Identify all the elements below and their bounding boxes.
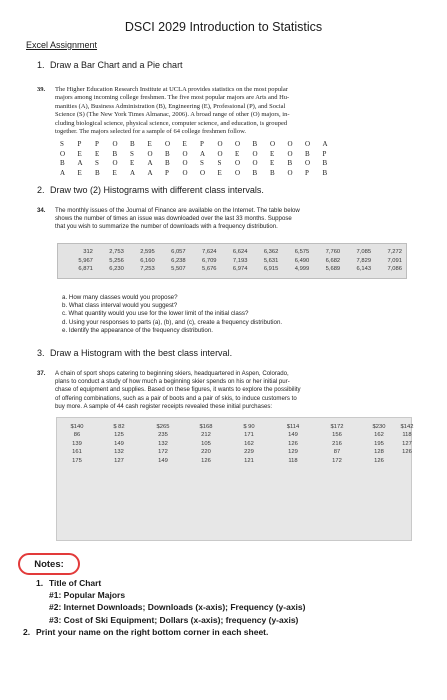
receipt-value: 156 (332, 432, 342, 439)
receipt-value: 235 (158, 432, 168, 439)
task-number: 3. (37, 348, 45, 358)
receipts-table (56, 417, 412, 541)
letter-cell: B (322, 168, 328, 177)
table-cell: 7,086 (387, 266, 402, 273)
question-c: c. What quantity would you use for the lower limit of the initial class? (62, 310, 249, 318)
letter-cell: O (287, 140, 293, 148)
task-text: Draw two (2) Histograms with different class intervals. (50, 185, 264, 195)
table-cell: 6,871 (78, 266, 93, 273)
task-2 (37, 185, 264, 195)
problem-line: that you wish to summarize the number of downloads with a frequency distribution. (55, 223, 278, 230)
question-d: d. Using your responses to parts (a), (b), and (c), create a frequency distribution. (62, 318, 283, 326)
table-cell: 6,230 (109, 266, 124, 273)
receipt-value: 172 (332, 457, 342, 464)
table-cell: 6,915 (263, 266, 279, 273)
problem-line: A chain of sport shops catering to beginning skiers, headquartered in Aspen, Colorado, (55, 370, 289, 377)
table-cell: 4,999 (294, 266, 310, 273)
letter-cell: A (130, 168, 136, 177)
receipt-value: $140 (70, 424, 84, 430)
letter-cell: O (235, 140, 241, 148)
receipt-value: 149 (114, 440, 124, 447)
receipt-value: 126 (288, 440, 298, 447)
letter-cell: O (252, 159, 258, 168)
letter-cell: S (60, 140, 64, 148)
problem-line: of offering combinations, such as a pair of boots and a pair of skis, to induce customers to (55, 394, 297, 402)
letter-cell: E (182, 140, 187, 148)
note-line: #1: Popular Majors (49, 590, 126, 601)
letter-cell: E (77, 168, 82, 177)
notes-label: Notes: (18, 553, 80, 575)
receipt-value: 162 (374, 432, 384, 439)
letter-cell: B (322, 159, 328, 168)
problem-line: plans to conduct a study of how much a beginning skier spends on his or her initial pur- (55, 378, 290, 386)
letter-cell: S (95, 159, 99, 168)
receipt-value: 125 (114, 432, 124, 439)
table-cell: 5,631 (263, 257, 279, 264)
problem-line: together. The majors selected for a sample of 64 college freshmen follow. (55, 128, 246, 136)
letter-cell: A (60, 168, 66, 177)
letter-row (60, 169, 340, 179)
majors-letter-grid (60, 140, 340, 178)
receipt-value: 149 (158, 457, 168, 464)
table-cell: 6,160 (140, 257, 155, 264)
letter-cell: S (130, 149, 134, 158)
receipt-value: $168 (199, 424, 213, 430)
letter-cell: A (77, 159, 83, 168)
receipt-value: 126 (201, 457, 211, 464)
table-cell: 5,689 (325, 266, 341, 273)
letter-cell: O (217, 140, 223, 148)
problem-34 (37, 207, 409, 231)
letter-cell: E (235, 149, 240, 158)
letter-cell: O (60, 149, 66, 158)
table-cell: 6,057 (171, 249, 186, 256)
letter-cell: E (77, 149, 82, 158)
receipt-value: 139 (72, 440, 82, 447)
problem-line: cluding biological science, physical science, computer science, and education, is grouped (55, 119, 288, 127)
receipts-column (149, 424, 177, 466)
problem-number: 34. (37, 207, 46, 214)
receipts-column (105, 424, 133, 466)
receipt-value: 86 (73, 432, 81, 439)
question-e: e. Identify the appearance of the frequency distribution. (62, 326, 214, 334)
note-number: 1. (36, 578, 44, 588)
letter-cell: B (287, 159, 293, 168)
problem-37 (37, 370, 409, 411)
letter-cell: O (287, 168, 293, 177)
table-cell: 6,238 (171, 257, 186, 264)
receipt-value: 127 (114, 457, 124, 464)
receipt-value: $230 (372, 424, 386, 430)
receipt-value: 127 (402, 440, 412, 447)
downloads-table (57, 243, 407, 279)
letter-cell: E (270, 149, 275, 158)
task-text: Draw a Bar Chart and a Pie chart (50, 60, 183, 70)
table-cell: 5,676 (202, 266, 217, 273)
letter-cell: O (235, 159, 241, 168)
table-cell: 2,753 (109, 249, 124, 256)
receipt-value: 126 (374, 457, 384, 464)
letter-row (60, 150, 340, 160)
letter-cell: S (217, 159, 222, 168)
problem-number: 39. (37, 86, 46, 93)
receipts-column (365, 424, 393, 466)
table-cell: 5,507 (171, 266, 186, 273)
table-cell: 7,253 (140, 266, 155, 273)
task-1 (37, 60, 183, 70)
table-cell: 7,272 (387, 249, 402, 256)
problem-39 (37, 86, 397, 136)
table-row (62, 257, 402, 266)
receipts-column (323, 424, 351, 466)
letter-cell: O (270, 140, 276, 148)
letter-cell: O (182, 159, 188, 168)
receipt-value: 121 (244, 457, 254, 464)
note-line: #2: Internet Downloads; Downloads (x-axis); Frequency (y-axis) (49, 602, 306, 613)
receipt-value: 161 (72, 449, 82, 456)
notes-list (23, 577, 306, 638)
receipt-value: $172 (330, 424, 344, 430)
table-cell: 6,682 (325, 257, 341, 264)
letter-cell: O (165, 140, 171, 148)
letter-cell: P (305, 168, 309, 177)
receipt-value: $114 (286, 424, 300, 430)
page-title: DSCI 2029 Introduction to Statistics (124, 20, 323, 34)
note-number: 2. (23, 626, 31, 637)
section-label: Excel Assignment (26, 40, 98, 50)
letter-cell: O (147, 149, 153, 158)
receipt-value: $142 (400, 424, 414, 430)
receipt-value: 216 (332, 440, 342, 447)
receipt-value: 118 (288, 457, 298, 464)
problem-line: chase of equipment and supplies. Based on these figures, it wants to explore the possibility (55, 386, 301, 394)
table-cell: 6,709 (202, 257, 217, 264)
letter-cell: B (112, 149, 118, 158)
letter-cell: S (200, 159, 204, 168)
letter-cell: P (77, 140, 82, 148)
receipts-column (393, 424, 421, 458)
letter-cell: O (305, 159, 311, 168)
table-row (62, 248, 402, 257)
letter-cell: O (235, 168, 241, 177)
task-number: 1. (37, 60, 45, 70)
problem-line: manities (A), Business Administration (B), Engineering (E), Professional (P), and Social (55, 102, 286, 110)
receipt-value: 118 (402, 432, 412, 439)
table-cell: 7,760 (325, 249, 341, 256)
letter-cell: P (322, 149, 327, 158)
letter-cell: O (217, 149, 223, 158)
table-cell: 7,193 (232, 257, 248, 264)
letter-cell: B (305, 149, 310, 158)
table-cell: 7,829 (356, 257, 372, 264)
task-number: 2. (37, 185, 45, 195)
problem-line: Science (S) (The New York Times Almanac, 2006). A broad range of other (O) majors, in- (55, 111, 290, 119)
letter-cell: B (95, 168, 100, 177)
receipt-value: $265 (156, 424, 170, 430)
letter-cell: P (165, 168, 169, 177)
letter-cell: O (112, 140, 118, 148)
receipt-value: 132 (158, 440, 168, 447)
problem-line: The monthly issues of the Journal of Finance are available on the Internet. The table below (55, 207, 300, 214)
letter-cell: E (147, 140, 152, 148)
table-cell: 6,490 (294, 257, 310, 264)
receipt-value: 129 (288, 449, 298, 456)
receipt-value: $ 82 (113, 424, 125, 430)
receipts-column (63, 424, 91, 466)
table-cell: 5,256 (109, 257, 124, 264)
table-cell: 6,575 (294, 249, 310, 256)
table-cell: 7,624 (202, 249, 217, 256)
receipts-column (279, 424, 307, 466)
letter-cell: E (95, 149, 100, 158)
table-row (62, 265, 402, 274)
receipt-value: 220 (201, 449, 211, 456)
problem-line: buy more. A sample of 44 cash register receipts revealed these initial purchases: (55, 402, 273, 410)
task-3 (37, 348, 232, 358)
letter-cell: A (147, 168, 153, 177)
problem-line: majors among incoming college freshmen. The five most popular majors are Arts and Hu- (55, 94, 290, 102)
receipt-value: $ 90 (243, 424, 255, 430)
question-b: b. What class interval would you suggest? (62, 302, 178, 310)
letter-cell: B (270, 168, 275, 177)
letter-cell: A (147, 159, 153, 168)
letter-cell: E (217, 168, 222, 177)
table-cell: 7,091 (387, 257, 402, 264)
letter-cell: B (165, 149, 170, 158)
problem-34-questions (62, 294, 402, 335)
receipt-value: 132 (114, 449, 124, 456)
receipt-value: 175 (72, 457, 82, 464)
letter-cell: O (112, 159, 118, 168)
letter-cell: B (60, 159, 65, 168)
note-item-2: Print your name on the right bottom corner in each sheet. (36, 626, 269, 637)
letter-cell: E (270, 159, 275, 168)
note-title: Title of Chart (49, 578, 102, 588)
table-cell: 312 (83, 249, 93, 256)
letter-cell: O (182, 149, 188, 158)
letter-cell: O (182, 168, 188, 177)
letter-cell: A (200, 149, 206, 158)
letter-cell: O (200, 168, 206, 177)
problem-number: 37. (37, 370, 46, 377)
question-a: a. How many classes would you propose? (62, 294, 178, 301)
table-cell: 2,595 (140, 249, 155, 256)
problem-line: shows the number of times an issue was downloaded over the last 33 months. Suppose (55, 215, 292, 222)
letter-cell: B (130, 140, 135, 148)
letter-cell: A (322, 140, 328, 148)
letter-cell: O (252, 149, 258, 158)
letter-row (60, 159, 340, 169)
receipt-value: 229 (244, 449, 254, 456)
table-cell: 6,143 (356, 266, 372, 273)
letter-row (60, 140, 340, 150)
letter-cell: B (252, 168, 258, 177)
letter-cell: E (130, 159, 135, 168)
receipt-value: 128 (374, 449, 384, 456)
letter-cell: B (252, 140, 258, 148)
letter-cell: P (200, 140, 204, 148)
receipt-value: 105 (201, 440, 211, 447)
receipt-value: 171 (244, 432, 254, 439)
table-cell: 5,967 (78, 257, 93, 264)
receipt-value: 162 (244, 440, 254, 447)
note-line: #3: Cost of Ski Equipment; Dollars (x-axis); frequency (y-axis) (49, 614, 299, 625)
receipts-column (192, 424, 220, 466)
table-cell: 6,974 (232, 266, 248, 273)
receipt-value: 149 (288, 432, 298, 439)
table-cell: 6,362 (263, 249, 279, 256)
table-cell: 6,624 (232, 249, 248, 256)
receipt-value: 126 (402, 449, 412, 456)
problem-line: The Higher Education Research Institute at UCLA provides statistics on the most popular (55, 86, 288, 93)
task-text: Draw a Histogram with the best class interval. (50, 348, 233, 358)
table-cell: 7,085 (356, 249, 372, 256)
receipt-value: 195 (374, 440, 384, 447)
letter-cell: O (287, 149, 293, 158)
letter-cell: E (112, 168, 117, 177)
receipts-column (235, 424, 263, 466)
letter-cell: B (165, 159, 170, 168)
receipt-value: 172 (158, 449, 168, 456)
letter-cell: O (305, 140, 311, 148)
letter-cell: P (95, 140, 99, 148)
receipt-value: 212 (201, 432, 211, 439)
receipt-value: 87 (333, 449, 341, 456)
